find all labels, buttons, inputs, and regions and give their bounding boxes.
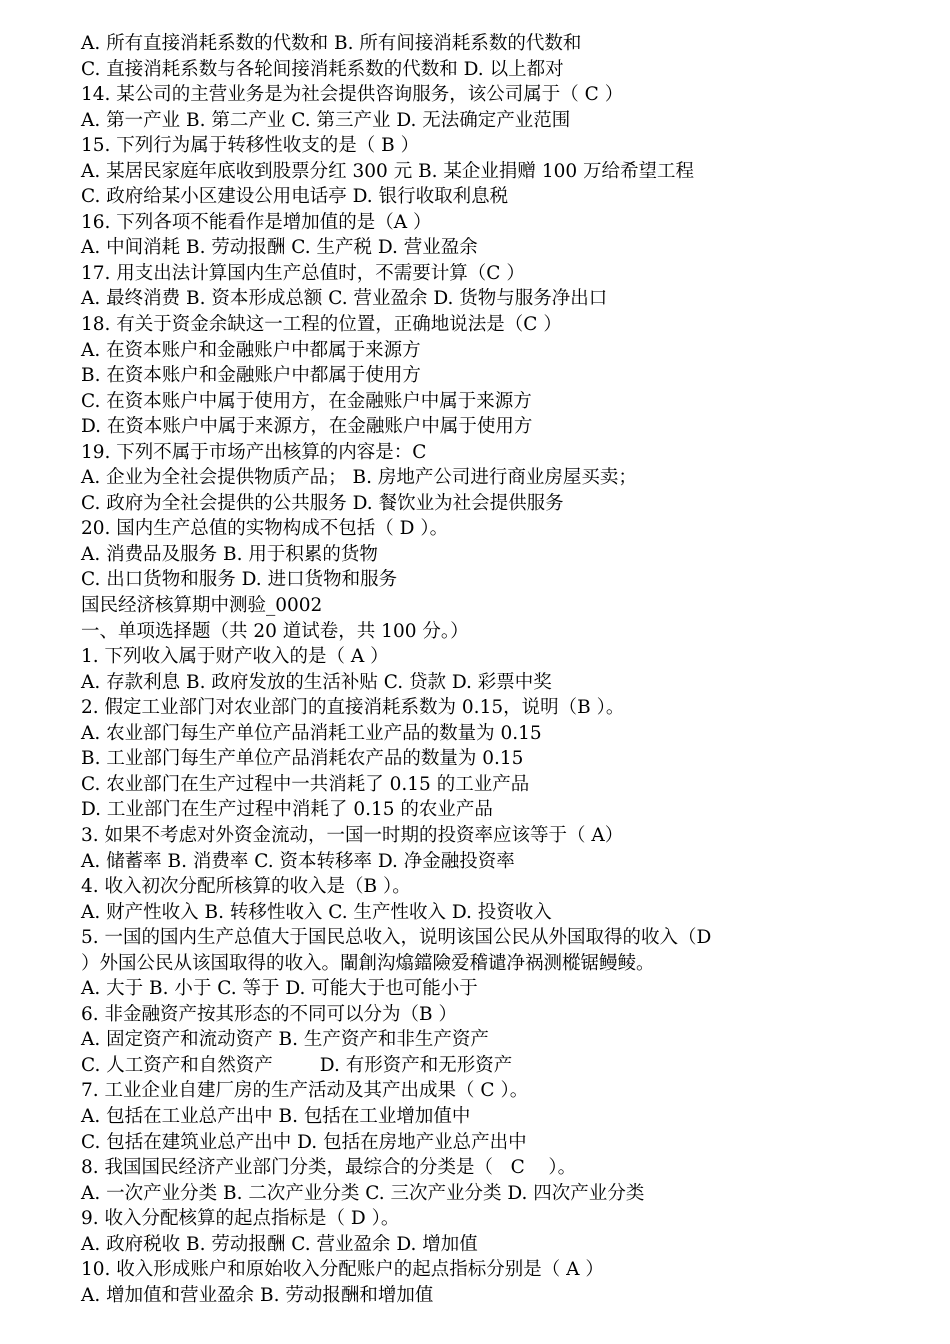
text-line: A. 政府税收 B. 劳动报酬 C. 营业盈余 D. 增加值 — [81, 1233, 478, 1255]
text-line: C. 在资本账户中属于使用方，在金融账户中属于来源方 — [81, 390, 532, 412]
section-heading: 一、单项选择题（共 20 道试卷，共 100 分。） — [81, 620, 469, 642]
text-line: ）外国公民从该国取得的收入。閳創沟熻鐺險爱稽谴净祸测樅锯鳗鲮。 — [81, 952, 655, 974]
text-line: A. 在资本账户和金融账户中都属于来源方 — [81, 339, 421, 361]
text-line: A. 企业为全社会提供物质产品； B. 房地产公司进行商业房屋买卖； — [81, 467, 637, 489]
question-line: 9. 收入分配核算的起点指标是（ D ）。 — [81, 1208, 400, 1230]
text-line: C. 包括在建筑业总产出中 D. 包括在房地产业总产出中 — [81, 1131, 527, 1153]
question-line: 15. 下列行为属于转移性收支的是（ B ） — [81, 135, 420, 157]
question-line: 7. 工业企业自建厂房的生产活动及其产出成果（ C ）。 — [81, 1080, 529, 1102]
question-line: 6. 非金融资产按其形态的不同可以分为（B ） — [81, 1003, 458, 1025]
text-line: A. 最终消费 B. 资本形成总额 C. 营业盈余 D. 货物与服务净出口 — [81, 288, 608, 310]
document-page — [81, 31, 931, 1308]
text-line: A. 所有直接消耗系数的代数和 B. 所有间接消耗系数的代数和 — [81, 33, 582, 54]
question-line: 20. 国内生产总值的实物构成不包括（ D ）。 — [81, 518, 449, 540]
question-line: 2. 假定工业部门对农业部门的直接消耗系数为 0.15，说明（B ）。 — [81, 697, 625, 719]
question-line: 10. 收入形成账户和原始收入分配账户的起点指标分别是（ A ） — [81, 1259, 604, 1281]
text-line: D. 工业部门在生产过程中消耗了 0.15 的农业产品 — [81, 799, 493, 821]
text-line: A. 增加值和营业盈余 B. 劳动报酬和增加值 — [81, 1284, 434, 1306]
text-line: C. 出口货物和服务 D. 进口货物和服务 — [81, 569, 398, 591]
text-line: B. 在资本账户和金融账户中都属于使用方 — [81, 365, 421, 387]
text-line: A. 储蓄率 B. 消费率 C. 资本转移率 D. 净金融投资率 — [81, 850, 515, 872]
text-line: A. 农业部门每生产单位产品消耗工业产品的数量为 0.15 — [81, 722, 542, 744]
text-line: A. 一次产业分类 B. 二次产业分类 C. 三次产业分类 D. 四次产业分类 — [81, 1182, 645, 1204]
text-line: A. 第一产业 B. 第二产业 C. 第三产业 D. 无法确定产业范围 — [81, 109, 571, 131]
question-line: 16. 下列各项不能看作是增加值的是（A ） — [81, 211, 432, 233]
text-line: A. 包括在工业总产出中 B. 包括在工业增加值中 — [81, 1105, 471, 1127]
question-line: 18. 有关于资金余缺这一工程的位置，正确地说法是（C ） — [81, 314, 562, 336]
question-line: 3. 如果不考虑对外资金流动，一国一时期的投资率应该等于（ A） — [81, 824, 624, 846]
text-line: A. 固定资产和流动资产 B. 生产资产和非生产资产 — [81, 1029, 489, 1051]
question-line: 8. 我国国民经济产业部门分类，最综合的分类是（ C ）。 — [81, 1157, 577, 1179]
question-line: 5. 一国的国内生产总值大于国民总收入，说明该国公民从外国取得的收入（D — [81, 927, 712, 949]
text-line: A. 中间消耗 B. 劳动报酬 C. 生产税 D. 营业盈余 — [81, 237, 478, 259]
question-line: 4. 收入初次分配所核算的收入是（B ）。 — [81, 876, 411, 898]
text-line: C. 政府为全社会提供的公共服务 D. 餐饮业为社会提供服务 — [81, 492, 564, 514]
text-line: B. 工业部门每生产单位产品消耗农产品的数量为 0.15 — [81, 748, 524, 770]
question-line: 1. 下列收入属于财产收入的是（ A ） — [81, 646, 389, 668]
text-line: A. 大于 B. 小于 C. 等于 D. 可能大于也可能小于 — [81, 978, 478, 1000]
section-title: 国民经济核算期中测验_0002 — [81, 595, 323, 617]
text-line: C. 政府给某小区建设公用电话亭 D. 银行收取利息税 — [81, 186, 509, 208]
text-line: C. 农业部门在生产过程中一共消耗了 0.15 的工业产品 — [81, 773, 530, 795]
text-line: A. 某居民家庭年底收到股票分红 300 元 B. 某企业捐赠 100 万给希望工程 — [81, 160, 695, 182]
text-line: A. 存款利息 B. 政府发放的生活补贴 C. 贷款 D. 彩票中奖 — [81, 671, 552, 693]
text-line: D. 在资本账户中属于来源方，在金融账户中属于使用方 — [81, 416, 533, 438]
question-line: 14. 某公司的主营业务是为社会提供咨询服务，该公司属于（ C ） — [81, 84, 624, 106]
text-line: C. 人工资产和自然资产 D. 有形资产和无形资产 — [81, 1054, 513, 1076]
text-line: C. 直接消耗系数与各轮间接消耗系数的代数和 D. 以上都对 — [81, 58, 564, 80]
question-line: 17. 用支出法计算国内生产总值时，不需要计算（C ） — [81, 262, 525, 284]
question-line: 19. 下列不属于市场产出核算的内容是：C — [81, 441, 427, 463]
text-line: A. 消费品及服务 B. 用于积累的货物 — [81, 543, 378, 565]
text-line: A. 财产性收入 B. 转移性收入 C. 生产性收入 D. 投资收入 — [81, 901, 552, 923]
